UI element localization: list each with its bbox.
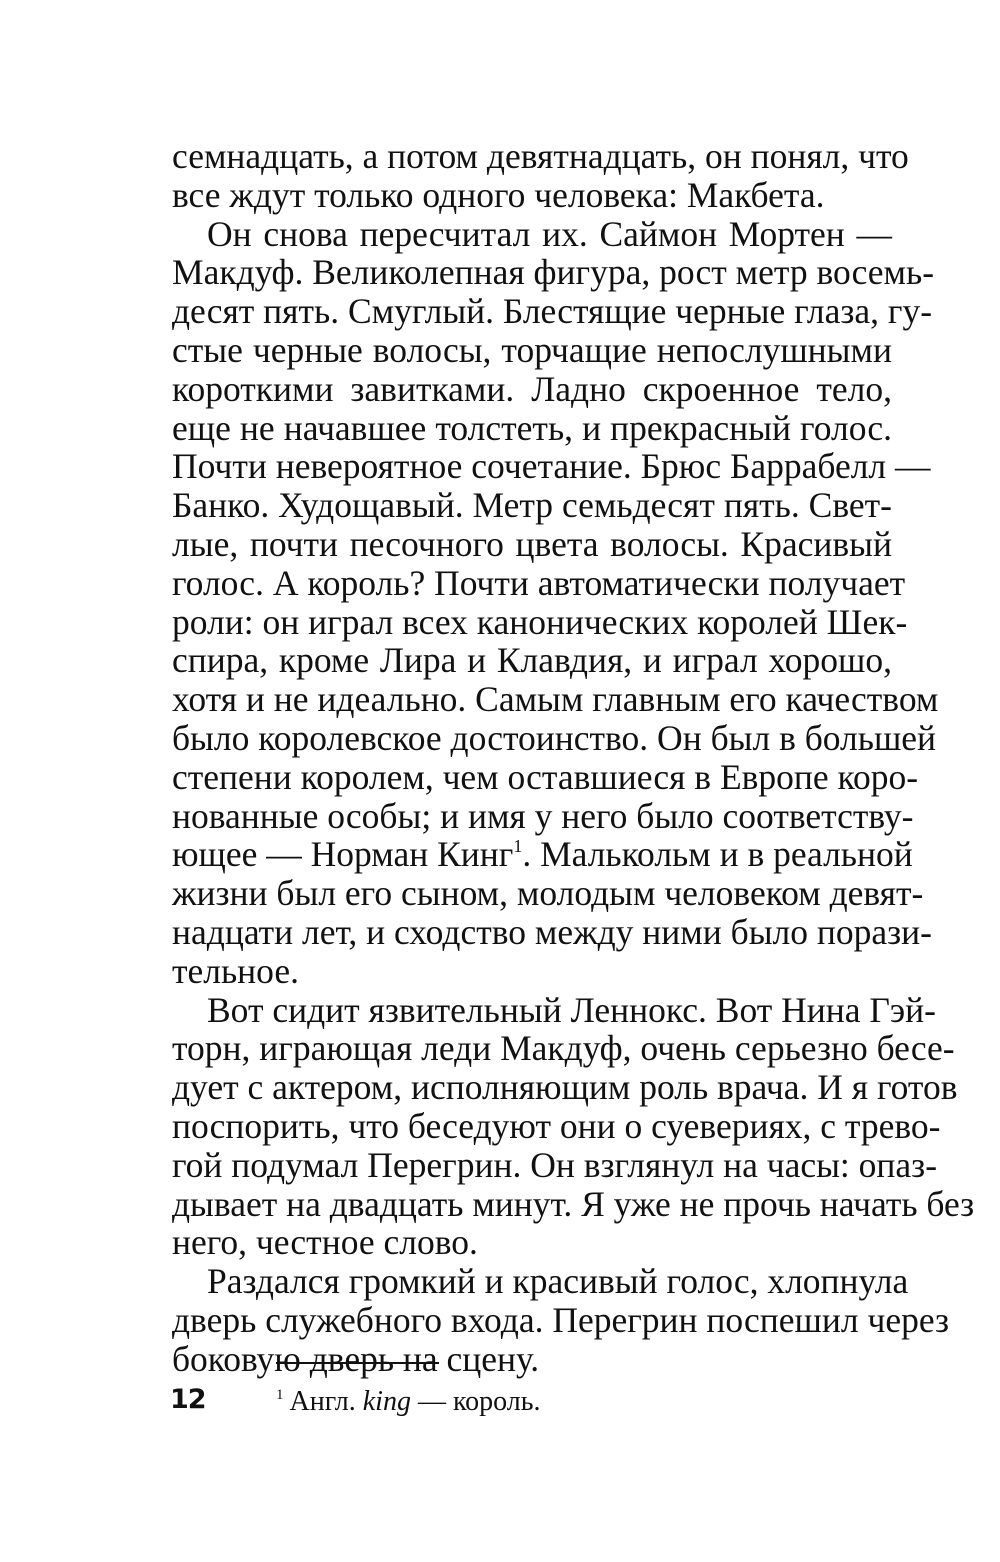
footnote-term: king [362,1386,411,1417]
text-line: Банко. Худощавый. Метр семьдесят пять. Свет- [172,485,892,526]
text-line: десят пять. Смуглый. Блестящие черные глаза, гу- [172,291,933,332]
text-segment: ющее — Норман Кинг [172,834,514,875]
text-line: нованные особы; и имя у него было соответству- [172,795,914,836]
text-line: роли: он играл всех канонических королей Шек- [172,601,908,642]
text-line: надцати лет, и сходство между ними было порази- [172,911,932,952]
page-number: 12 [170,1384,206,1415]
text-line-with-footnote-ref [172,834,913,875]
text-line: дверь служебного входа. Перегрин поспешил через [172,1299,950,1340]
text-line: стые черные волосы, торчащие непослушными [172,329,892,370]
text-line: него, честное слово. [172,1222,478,1263]
text-line: гой подумал Перегрин. Он взглянул на часы: опаз- [172,1144,938,1185]
text-line: Почти невероятное сочетание. Брюс Баррабелл — [172,446,931,487]
text-line: тельное. [172,950,299,991]
text-line: дывает на двадцать минут. Я уже не прочь начать без [172,1183,975,1224]
text-line: хотя и не идеально. Самым главным его качеством [172,679,939,720]
body-text [172,136,975,1379]
text-line: голос. А король? Почти автоматически получает [172,562,906,603]
footnote-text-before: Англ. [289,1386,356,1417]
footnote-divider [276,1362,439,1364]
text-line: дует с актером, исполняющим роль врача. И я готов [172,1067,958,1108]
text-line: Он снова пересчитал их. Саймон Мортен — [207,213,892,254]
text-line: поспорить, что беседуют они о суевериях, с трево- [172,1105,941,1146]
footnote-marker: 1 [276,1387,284,1403]
text-line: лые, почти песочного цвета волосы. Красивый [172,523,892,564]
text-line: было королевское достоинство. Он был в большей [172,717,937,758]
text-line: спира, кроме Лира и Клавдия, и играл хорошо, [172,640,892,681]
text-segment: . Малькольм и в реальной [522,834,913,875]
text-line: семнадцать, а потом девятнадцать, он понял, что [172,136,909,176]
footnote [276,1385,541,1419]
text-line: Вот сидит язвительный Леннокс. Вот Нина Гэй- [207,989,936,1030]
footnote-reference[interactable]: 1 [513,836,523,857]
text-line: короткими завитками. Ладно скроенное тело, [172,368,892,409]
text-line: Раздался громкий и красивый голос, хлопнула [207,1261,909,1302]
text-line: торн, играющая леди Макдуф, очень серьезно бесе- [172,1028,955,1069]
text-line: жизни был его сыном, молодым человеком девят- [172,873,924,914]
text-line: Макдуф. Великолепная фигура, рост метр восемь- [172,252,935,293]
text-line: боковую дверь на сцену. [172,1338,540,1379]
text-line: все ждут только одного человека: Макбета. [172,174,825,215]
text-line: степени королем, чем оставшиеся в Европе коро- [172,756,919,797]
text-line: еще не начавшее толстеть, и прекрасный голос. [172,407,892,448]
footnote-text-after: — король. [417,1386,541,1417]
